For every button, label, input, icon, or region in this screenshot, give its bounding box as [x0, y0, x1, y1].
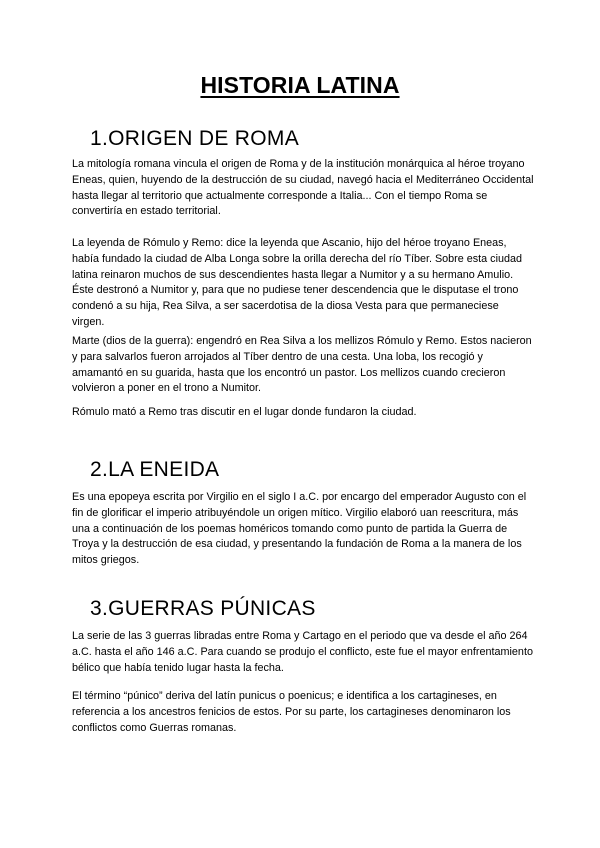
section-heading-guerras-punicas: 3.GUERRAS PÚNICAS: [90, 597, 316, 620]
paragraph: La serie de las 3 guerras libradas entre Roma y Cartago en el periodo que va desde el año 264 a.C. hasta el año 146 a.C. Para cuando se produjo el conflicto, este fue el mayor enfrentamiento bélico que había tenido lugar hasta la fecha.: [72, 630, 533, 674]
paragraph: Rómulo mató a Remo tras discutir en el lugar donde fundaron la ciudad.: [72, 406, 417, 418]
paragraph: El término “púnico” deriva del latín punicus o poenicus; e identifica a los cartagineses, en referencia a los ancestros fenicios de estos. Por su parte, los cartagineses denominaron los conflictos como Guerras romanas.: [72, 690, 511, 734]
paragraph: La leyenda de Rómulo y Remo: dice la leyenda que Ascanio, hijo del héroe troyano Eneas, había fundado la ciudad de Alba Longa sobre la orilla derecha del río Tíber. Sobre esta ciudad latina reinaron muchos de sus descendientes hasta llegar a Numitor y a su hermano Amulio. Éste destronó a Numitor y, para que no pudiese tener descendencia que le disputase el trono condenó a su hija, Rea Silva, a ser sacerdotisa de la diosa Vesta para que permaneciese virgen.: [72, 237, 522, 328]
document-title: HISTORIA LATINA: [200, 72, 400, 98]
paragraph: La mitología romana vincula el origen de Roma y de la institución monárquica al héroe troyano Eneas, quien, huyendo de la destrucción de su ciudad, navegó hacia el Mediterráneo Occidental hasta llegar al territorio que actualmente corresponde a Italia... Con el tiempo Roma se convertiría en estado territorial.: [72, 158, 534, 218]
section-heading-origen-de-roma: 1.ORIGEN DE ROMA: [90, 127, 299, 150]
paragraph: Es una epopeya escrita por Virgilio en el siglo I a.C. por encargo del emperador Augusto con el fin de glorificar el imperio atribuyéndole un origen mítico. Virgilio elaboró uan reescritura, más una a continuación de los poemas homéricos tomando como punto de partida la Guerra de Troya y la destrucción de esa ciudad, y presentando la fundación de Roma a la manera de los mitos griegos.: [72, 491, 527, 567]
paragraph: Marte (dios de la guerra): engendró en Rea Silva a los mellizos Rómulo y Remo. Estos nacieron y para salvarlos fueron arrojados al Tíber dentro de una cesta. Una loba, los recogió y amamantó en su guarida, hasta que los encontró un pastor. Los mellizos cuando crecieron volvieron a poner en el trono a Numitor.: [72, 335, 532, 395]
section-heading-la-eneida: 2.LA ENEIDA: [90, 458, 220, 481]
